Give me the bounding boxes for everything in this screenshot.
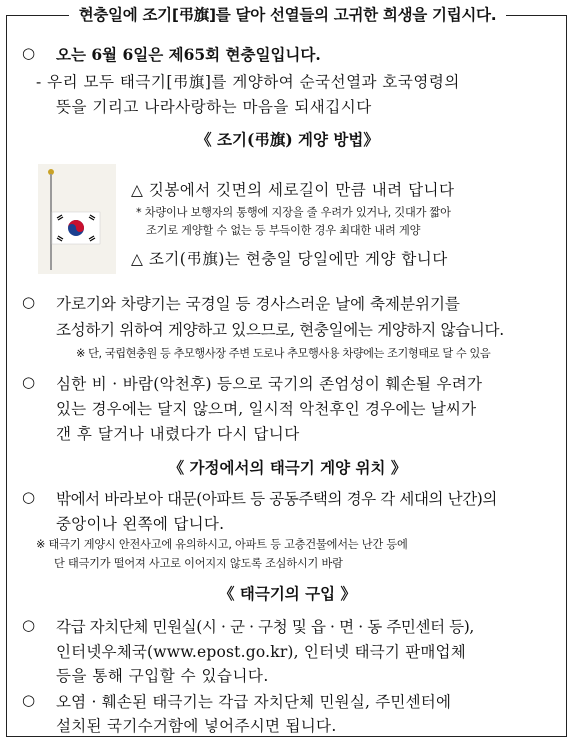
intro-line-1: 오는 6월 6일은 제65회 현충일입니다. [56,45,321,64]
bullet-icon: ○ [22,488,36,506]
method-note-1b: 조기로 게양할 수 없는 등 부득이한 경우 최대한 내려 게양 [146,224,421,237]
purchase-line-3: 등을 통해 구입할 수 있습니다. [56,667,269,685]
street-flag-line-2: 조성하기 위하여 게양하고 있으므로, 현충일에는 게양하지 않습니다. [56,321,504,339]
section-heading-home-position: 《 가정에서의 태극기 게양 위치 》 [168,458,407,477]
street-flag-line-1: 가로기와 차량기는 국경일 등 경사스러운 날에 축제분위기를 [56,295,460,313]
half-mast-flag-image [38,164,116,274]
street-flag-note: ※ 단, 국립현충원 등 추모행사장 주변 도로나 추모행사용 차량에는 조기형태로 달 수 있음 [76,347,491,360]
intro-line-3: 뜻을 기리고 나라사랑하는 마음을 되새깁시다 [56,98,372,116]
home-position-line-1: 밖에서 바라보아 대문(아파트 등 공동주택의 경우 각 세대의 난간)의 [56,490,497,508]
bullet-icon: ○ [22,293,36,311]
weather-line-3: 갠 후 달거나 내렸다가 다시 답니다 [56,425,300,443]
disposal-line-1: 오염 · 훼손된 태극기는 각급 자치단체 민원실, 주민센터에 [56,693,452,711]
method-rule-2: △ 조기(弔旗)는 현충일 당일에만 게양 합니다 [131,250,448,268]
weather-line-2: 있는 경우에는 달지 않으며, 일시적 악천후인 경우에는 날씨가 [56,400,477,418]
home-position-note-2: 단 태극기가 떨어져 사고로 이어지지 않도록 조심하시기 바람 [54,557,343,570]
purchase-line-2: 인터넷우체국(www.epost.go.kr), 인터넷 태극기 판매업체 [56,643,466,661]
disposal-line-2: 설치된 국기수거함에 넣어주시면 됩니다. [56,717,337,735]
section-heading-purchase: 《 태극기의 구입 》 [218,584,357,603]
weather-line-1: 심한 비 · 바람(악천후) 등으로 국기의 존엄성이 훼손될 우려가 [56,375,483,393]
method-rule-1: △ 깃봉에서 깃면의 세로길이 만큼 내려 답니다 [131,181,455,199]
purchase-line-1: 각급 자치단체 민원실(시 · 군 · 구청 및 읍 · 면 · 동 주민센터 등), [56,618,474,636]
home-position-note-1: ※ 태극기 게양시 안전사고에 유의하시고, 아파트 등 고층건물에서는 난간 등에 [36,538,408,551]
method-note-1a: * 차량이나 보행자의 통행에 지장을 줄 우려가 있거나, 깃대가 짧아 [136,206,451,219]
intro-line-2: - 우리 모두 태극기[弔旗]를 게양하여 순국선열과 호국영령의 [36,73,460,91]
bullet-icon: ○ [22,691,36,709]
notice-title: 현충일에 조기[弔旗]를 달아 선열들의 고귀한 희생을 기립시다. [0,3,575,25]
bullet-icon: ○ [22,616,36,634]
section-heading-flag-method: 《 조기(弔旗) 게양 방법》 [196,130,379,149]
bullet-icon: ○ [22,44,36,62]
home-position-line-2: 중앙이나 왼쪽에 답니다. [56,515,225,533]
bullet-icon: ○ [22,373,36,391]
